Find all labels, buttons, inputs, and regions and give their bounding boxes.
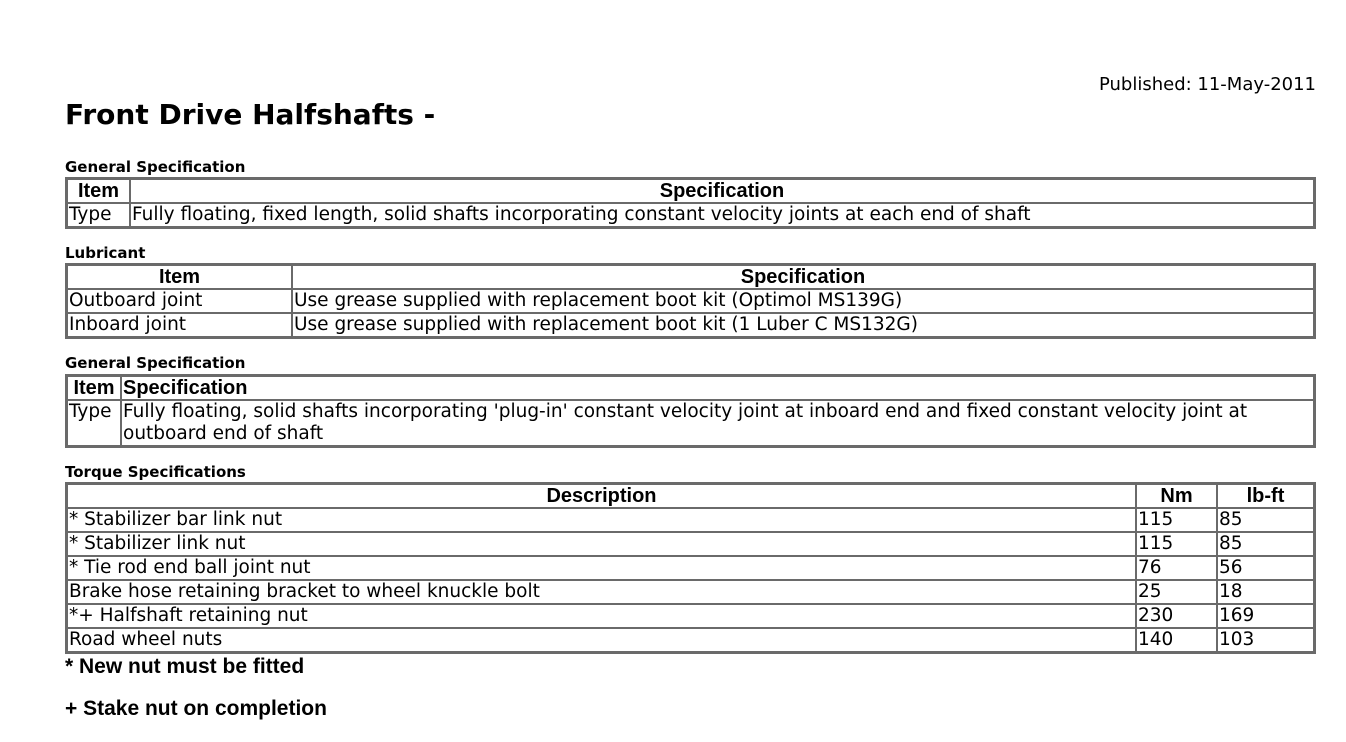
table-header-row bbox=[67, 179, 1314, 203]
table-row bbox=[67, 400, 1314, 446]
column-header-specification: Specification bbox=[130, 179, 1314, 203]
cell-description: * Stabilizer link nut bbox=[67, 532, 1136, 556]
cell-description: *+ Halfshaft retaining nut bbox=[67, 604, 1136, 628]
cell-nm: 230 bbox=[1136, 604, 1217, 628]
note-new-nut: * New nut must be fitted bbox=[65, 655, 305, 678]
table-row bbox=[67, 604, 1314, 628]
cell-description: Brake hose retaining bracket to wheel knuckle bolt bbox=[67, 580, 1136, 604]
column-header-item: Item bbox=[67, 179, 130, 203]
cell-specification: Fully floating, fixed length, solid shafts incorporating constant velocity joints at each end of shaft bbox=[130, 203, 1314, 227]
column-header-lbft: lb-ft bbox=[1217, 484, 1314, 508]
table-row bbox=[67, 556, 1314, 580]
column-header-nm: Nm bbox=[1136, 484, 1217, 508]
cell-description: Road wheel nuts bbox=[67, 628, 1136, 652]
column-header-description: Description bbox=[67, 484, 1136, 508]
general-spec-1-label: General Specification bbox=[65, 158, 246, 176]
cell-lbft: 85 bbox=[1217, 532, 1314, 556]
table-header-row bbox=[67, 265, 1314, 289]
general-spec-2-table bbox=[65, 374, 1316, 448]
page-title: Front Drive Halfshafts - bbox=[65, 98, 436, 131]
cell-item: Type bbox=[67, 203, 130, 227]
cell-specification: Use grease supplied with replacement boot kit (Optimol MS139G) bbox=[292, 289, 1314, 313]
lubricant-label: Lubricant bbox=[65, 244, 146, 262]
cell-item: Type bbox=[67, 400, 121, 446]
cell-description: * Tie rod end ball joint nut bbox=[67, 556, 1136, 580]
table-row bbox=[67, 313, 1314, 337]
published-date: Published: 11-May-2011 bbox=[1098, 74, 1316, 95]
column-header-item: Item bbox=[67, 265, 292, 289]
table-row bbox=[67, 508, 1314, 532]
table-row bbox=[67, 289, 1314, 313]
column-header-specification: Specification bbox=[292, 265, 1314, 289]
cell-nm: 115 bbox=[1136, 508, 1217, 532]
cell-lbft: 56 bbox=[1217, 556, 1314, 580]
column-header-item: Item bbox=[67, 376, 121, 400]
cell-lbft: 85 bbox=[1217, 508, 1314, 532]
table-row bbox=[67, 203, 1314, 227]
torque-spec-table bbox=[65, 482, 1316, 654]
cell-lbft: 18 bbox=[1217, 580, 1314, 604]
general-spec-1-table bbox=[65, 177, 1316, 229]
cell-specification: Fully floating, solid shafts incorporating 'plug-in' constant velocity joint at inboard end and fixed constant velocity joint at outboard end of shaft bbox=[121, 400, 1314, 446]
general-spec-2-label: General Specification bbox=[65, 354, 246, 372]
table-row bbox=[67, 532, 1314, 556]
table-header-row bbox=[67, 484, 1314, 508]
cell-nm: 115 bbox=[1136, 532, 1217, 556]
cell-lbft: 169 bbox=[1217, 604, 1314, 628]
torque-spec-label: Torque Specifications bbox=[65, 463, 246, 481]
cell-item: Outboard joint bbox=[67, 289, 292, 313]
cell-lbft: 103 bbox=[1217, 628, 1314, 652]
column-header-specification: Specification bbox=[121, 376, 1314, 400]
note-stake-nut: + Stake nut on completion bbox=[65, 697, 327, 720]
table-row bbox=[67, 580, 1314, 604]
cell-description: * Stabilizer bar link nut bbox=[67, 508, 1136, 532]
cell-nm: 25 bbox=[1136, 580, 1217, 604]
cell-specification: Use grease supplied with replacement boot kit (1 Luber C MS132G) bbox=[292, 313, 1314, 337]
table-row bbox=[67, 628, 1314, 652]
lubricant-table bbox=[65, 263, 1316, 339]
cell-nm: 76 bbox=[1136, 556, 1217, 580]
cell-nm: 140 bbox=[1136, 628, 1217, 652]
table-header-row bbox=[67, 376, 1314, 400]
cell-item: Inboard joint bbox=[67, 313, 292, 337]
